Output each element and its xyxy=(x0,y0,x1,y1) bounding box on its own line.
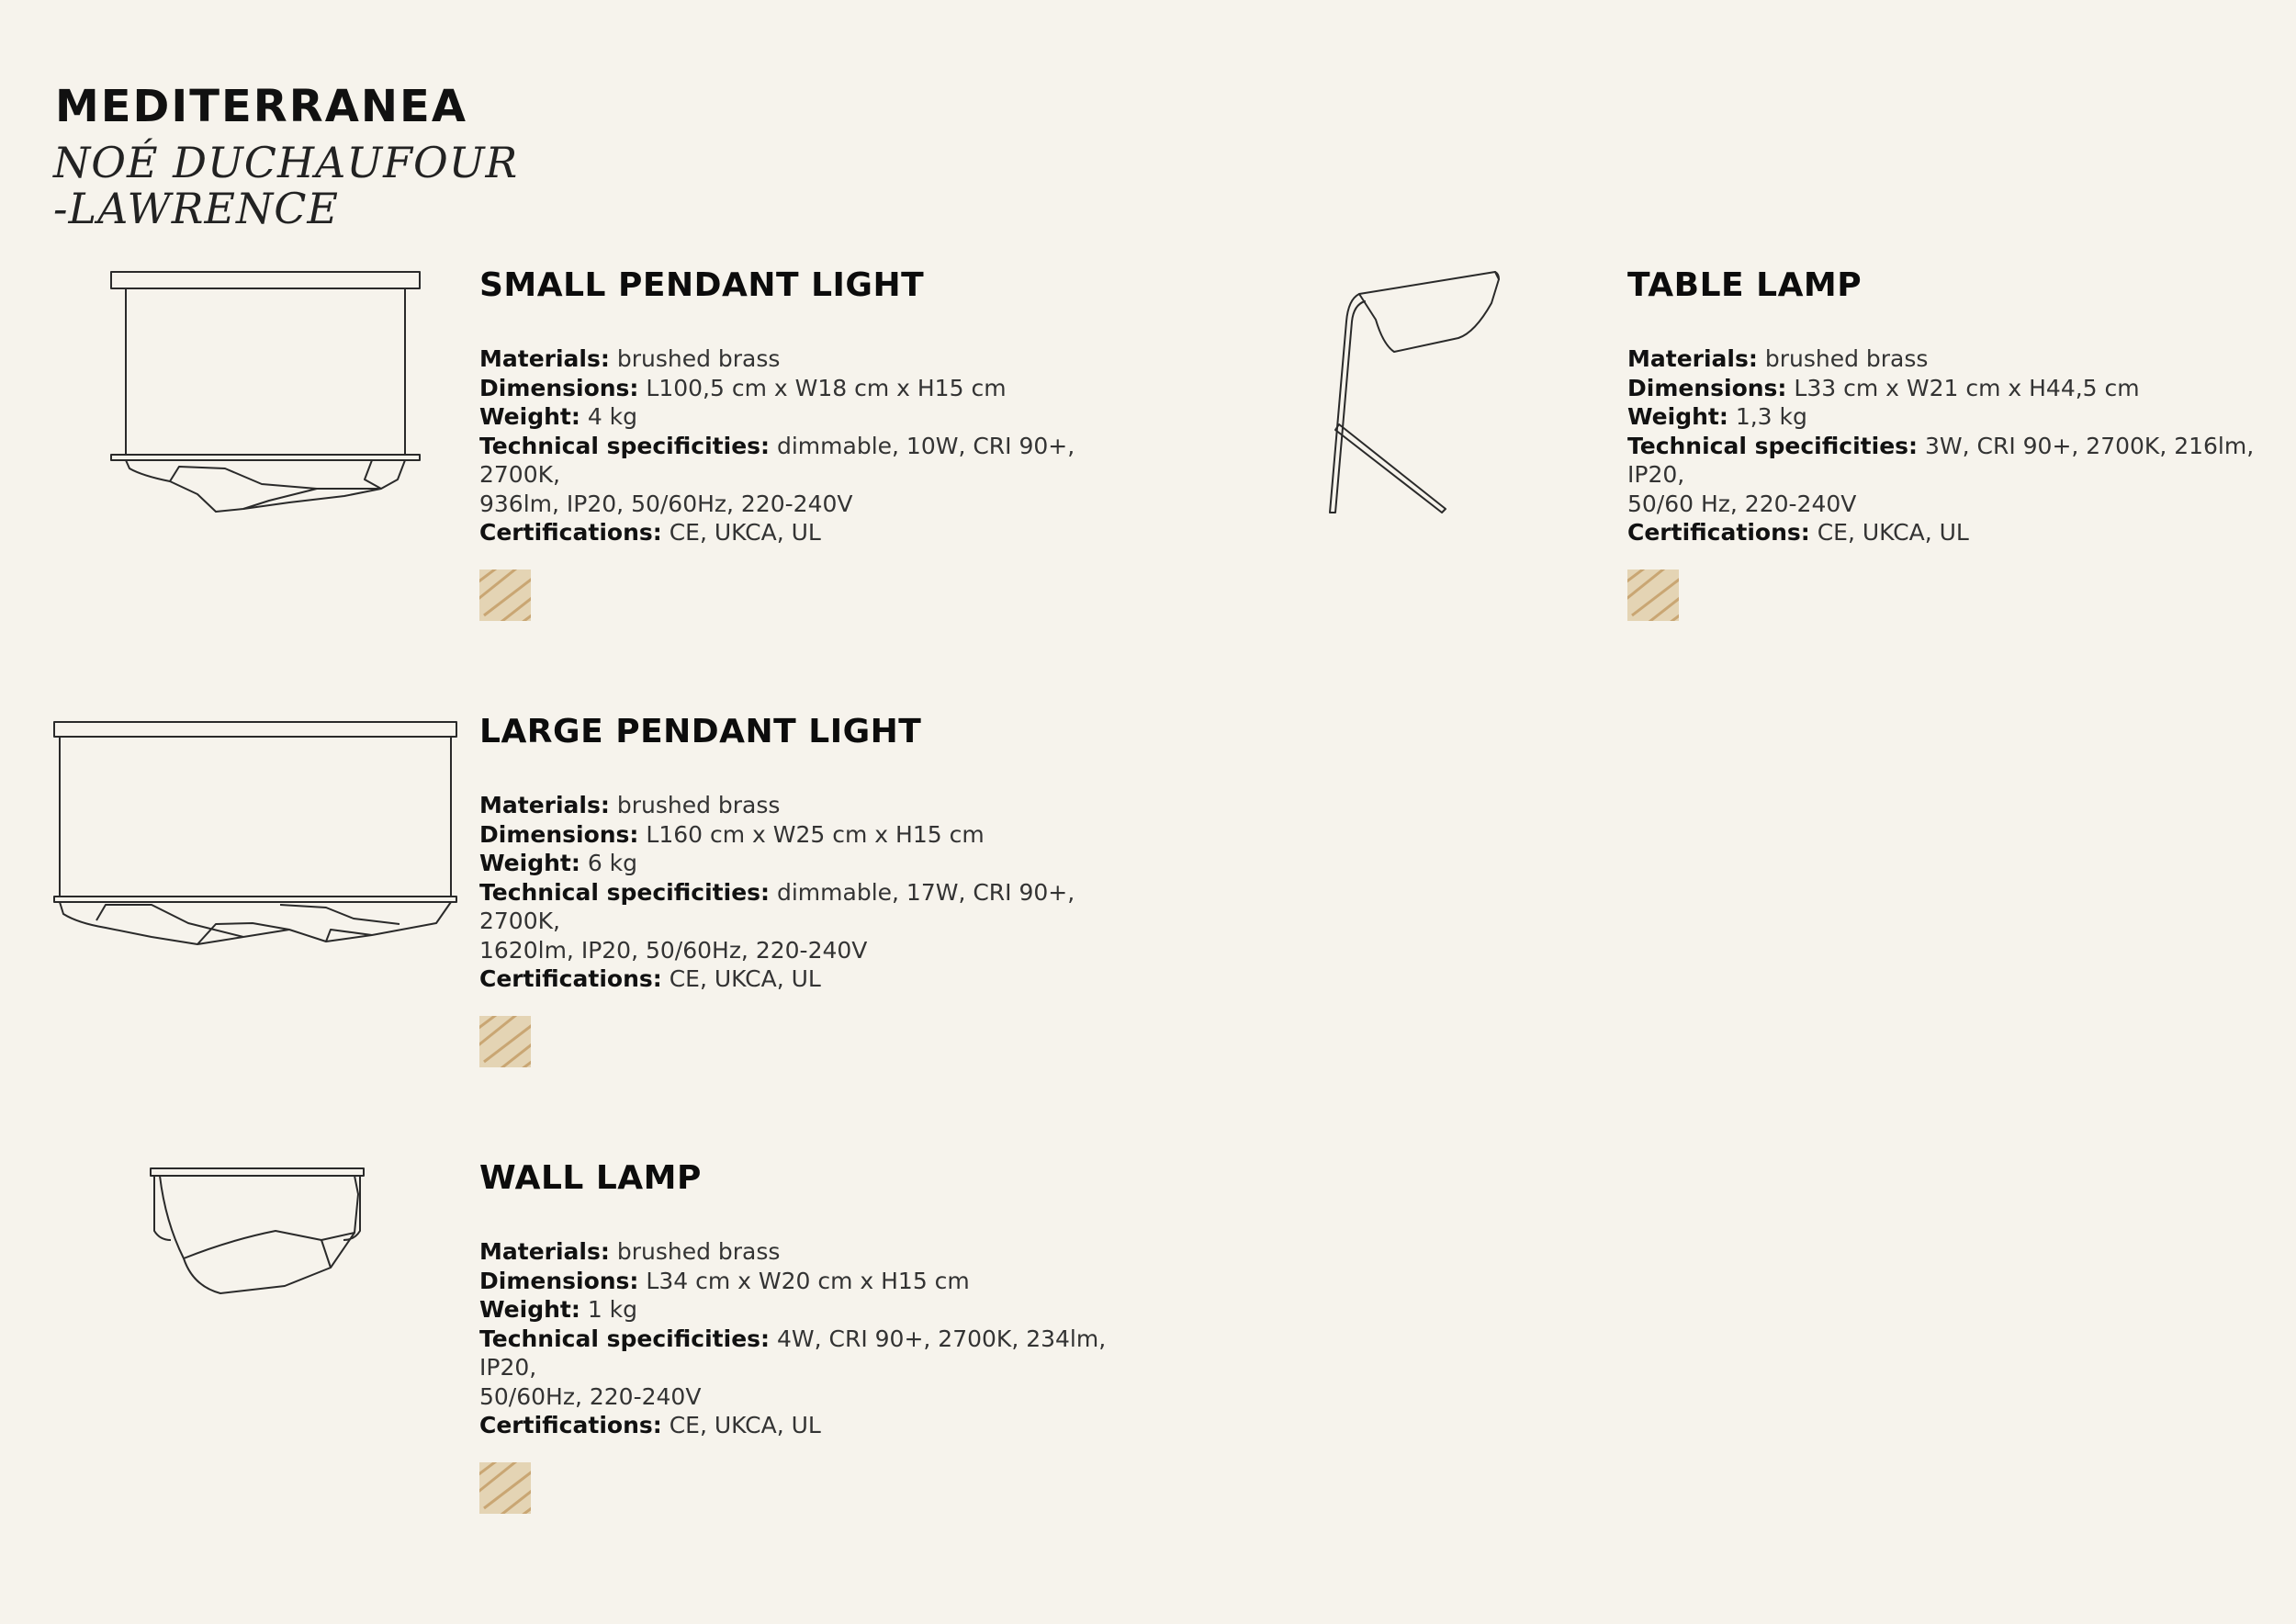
spec-value: 1,3 kg xyxy=(1735,403,1807,430)
spec-value: L34 cm x W20 cm x H15 cm xyxy=(646,1267,970,1294)
product-wall-lamp xyxy=(479,1159,1122,1514)
product-title: WALL LAMP xyxy=(479,1159,702,1197)
table-lamp-drawing-icon xyxy=(1321,266,1514,524)
product-small-pendant xyxy=(479,266,1122,621)
spec-value: brushed brass xyxy=(616,1238,781,1265)
product-title: TABLE LAMP xyxy=(1627,266,1863,304)
spec-label: Certifications: xyxy=(479,965,662,992)
designer-name-line1: NOÉ DUCHAUFOUR xyxy=(53,138,519,187)
spec-materials xyxy=(1627,344,2270,374)
designer-name xyxy=(53,140,518,231)
small-pendant-drawing-icon xyxy=(106,268,427,516)
spec-value: dimmable, 17W, CRI 90+, 2700K, 1620lm, IP20, 50/60Hz, 220-240V xyxy=(479,878,1075,964)
spec-weight xyxy=(1627,402,2270,432)
spec-label: Dimensions: xyxy=(1627,374,1787,401)
spec-label: Materials: xyxy=(479,792,610,818)
brushed-brass-swatch-icon xyxy=(479,1016,531,1067)
spec-value: brushed brass xyxy=(1764,345,1929,372)
spec-value: 4W, CRI 90+, 2700K, 234lm, IP20, 50/60Hz, 220-240V xyxy=(479,1325,1107,1410)
spec-label: Weight: xyxy=(479,850,580,876)
spec-label: Weight: xyxy=(479,1296,580,1323)
spec-value: 6 kg xyxy=(587,850,638,876)
spec-certifications xyxy=(479,964,1122,994)
brushed-brass-swatch-icon xyxy=(479,570,531,621)
spec-value: CE, UKCA, UL xyxy=(669,1412,821,1438)
spec-label: Dimensions: xyxy=(479,820,639,848)
brushed-brass-swatch-icon xyxy=(479,1462,531,1514)
spec-value: CE, UKCA, UL xyxy=(669,519,821,546)
spec-dimensions xyxy=(479,1267,1122,1296)
spec-value: CE, UKCA, UL xyxy=(669,965,821,992)
spec-materials xyxy=(479,344,1122,374)
spec-value: L100,5 cm x W18 cm x H15 cm xyxy=(646,374,1007,401)
spec-label: Certifications: xyxy=(479,1412,662,1438)
spec-value: brushed brass xyxy=(616,792,781,818)
spec-materials xyxy=(479,791,1122,820)
wall-lamp-drawing-icon xyxy=(147,1167,367,1304)
spec-certifications xyxy=(1627,518,2270,547)
spec-label: Technical specificities: xyxy=(479,1325,771,1352)
spec-weight xyxy=(479,1295,1122,1325)
spec-label: Materials: xyxy=(479,345,610,372)
spec-label: Technical specificities: xyxy=(479,432,771,459)
designer-name-line2: -LAWRENCE xyxy=(53,184,339,233)
spec-value: 3W, CRI 90+, 2700K, 216lm, IP20, 50/60 Hz, 220-240V xyxy=(1627,432,2255,517)
spec-label: Materials: xyxy=(1627,345,1758,372)
brushed-brass-swatch-icon xyxy=(1627,570,1679,621)
spec-value: L33 cm x W21 cm x H44,5 cm xyxy=(1794,374,2140,401)
spec-value: 4 kg xyxy=(587,403,638,430)
spec-label: Technical specificities: xyxy=(1627,432,1919,459)
spec-value: L160 cm x W25 cm x H15 cm xyxy=(646,820,985,848)
spec-value: brushed brass xyxy=(616,345,781,372)
spec-label: Dimensions: xyxy=(479,1267,639,1294)
spec-dimensions xyxy=(479,374,1122,403)
spec-label: Weight: xyxy=(1627,403,1728,430)
product-title: SMALL PENDANT LIGHT xyxy=(479,266,925,304)
spec-value: CE, UKCA, UL xyxy=(1817,519,1969,546)
spec-dimensions xyxy=(1627,374,2270,403)
large-pendant-drawing-icon xyxy=(51,716,464,946)
spec-materials xyxy=(479,1237,1122,1267)
spec-label: Technical specificities: xyxy=(479,878,771,906)
spec-weight xyxy=(479,849,1122,878)
spec-label: Materials: xyxy=(479,1238,610,1265)
spec-technical xyxy=(479,432,1122,519)
product-table-lamp xyxy=(1627,266,2270,621)
spec-label: Certifications: xyxy=(479,519,662,546)
spec-technical xyxy=(479,878,1122,965)
spec-value: 1 kg xyxy=(587,1296,638,1323)
spec-certifications xyxy=(479,518,1122,547)
spec-label: Weight: xyxy=(479,403,580,430)
spec-technical xyxy=(1627,432,2270,519)
product-large-pendant xyxy=(479,713,1122,1067)
spec-dimensions xyxy=(479,820,1122,850)
product-title: LARGE PENDANT LIGHT xyxy=(479,713,922,750)
spec-technical xyxy=(479,1325,1122,1412)
spec-value: dimmable, 10W, CRI 90+, 2700K, 936lm, IP20, 50/60Hz, 220-240V xyxy=(479,432,1075,517)
spec-certifications xyxy=(479,1411,1122,1440)
spec-label: Dimensions: xyxy=(479,374,639,401)
spec-label: Certifications: xyxy=(1627,519,1810,546)
spec-weight xyxy=(479,402,1122,432)
brand-title: MEDITERRANEA xyxy=(55,81,467,132)
